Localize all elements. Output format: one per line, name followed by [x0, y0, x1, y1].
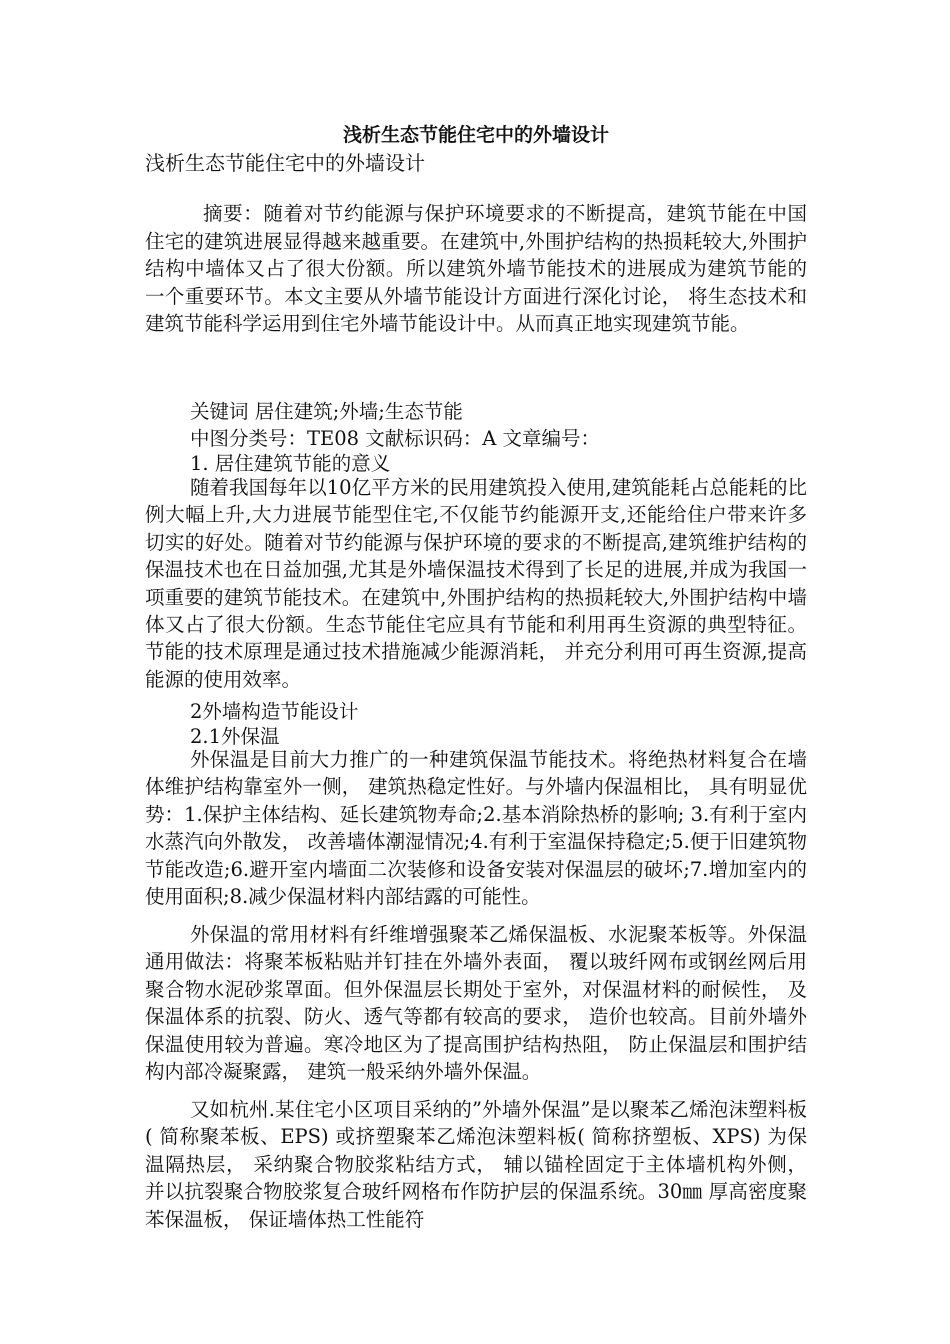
- document-title: 浅析生态节能住宅中的外墙设计: [342, 124, 609, 146]
- section-2-1-paragraph-2: 外保温的常用材料有纤维增强聚苯乙烯保温板、水泥聚苯板等。外保温通用做法：将聚苯板粘贴并钉挂在外墙外表面， 覆以玻纤网布或钢丝网后用聚合物水泥砂浆罩面。但外保温层长期处于室外，对保温材料的耐候性， 及保温体系的抗裂、防火、透气等都有较高的要求， 造价也较高。目前外墙外保温使用较为普遍。寒冷地区为了提高围护结构热阻， 防止保温层和围护结构内部冷凝聚露， 建筑一般采纳外墙外保温。: [145, 923, 807, 1084]
- document-subtitle: 浅析生态节能住宅中的外墙设计: [145, 151, 425, 175]
- section-1-paragraph: 随着我国每年以10亿平方米的民用建筑投入使用,建筑能耗占总能耗的比例大幅上升,大力进展节能型住宅,不仅能节约能源开支,还能给住户带来许多切实的好处。随着对节约能源与保护环境的要求的不断提高,建筑维护结构的保温技术也在日益加强,尤其是外墙保温技术得到了长足的进展,并成为我国一项重要的建筑节能技术。在建筑中,外围护结构的热损耗较大,外围护结构中墙体又占了很大份额。生态节能住宅应具有节能和利用再生资源的典型特征。节能的技术原理是通过技术措施减少能源消耗， 并充分利用可再生资源,提高能源的使用效率。: [145, 476, 807, 691]
- keywords-line: 关键词 居住建筑;外墙;生态节能: [190, 400, 463, 423]
- section-1-heading: 1. 居住建筑节能的意义: [190, 452, 391, 475]
- section-2-1-paragraph-3: 又如杭州.某住宅小区项目采纳的”外墙外保温”是以聚苯乙烯泡沫塑料板( 简称聚苯板、EPS) 或挤塑聚苯乙烯泡沫塑料板( 简称挤塑板、XPS) 为保温隔热层， 采纳聚合物胶浆粘结方式， 辅以锚栓固定于主体墙机构外侧， 并以抗裂聚合物胶浆复合玻纤网格布作防护层的保温系统。30㎜ 厚高密度聚苯保温板， 保证墙体热工性能符: [145, 1098, 807, 1231]
- classification-line: 中图分类号：TE08 文献标识码：A 文章编号：: [190, 427, 601, 450]
- section-2-1-heading: 2.1外保温: [190, 725, 280, 748]
- abstract-paragraph: 摘要：随着对节约能源与保护环境要求的不断提高，建筑节能在中国住宅的建筑进展显得越来越重要。在建筑中,外围护结构的热损耗较大,外围护结构中墙体又占了很大份额。所以建筑外墙节能技术的进展成为建筑节能的一个重要环节。本文主要从外墙节能设计方面进行深化讨论， 将生态技术和建筑节能科学运用到住宅外墙节能设计中。从而真正地实现建筑节能。: [145, 202, 807, 336]
- section-2-heading: 2外墙构造节能设计: [190, 700, 359, 723]
- section-2-1-paragraph-1: 外保温是目前大力推广的一种建筑保温节能技术。将绝热材料复合在墙体维护结构靠室外一侧， 建筑热稳定性好。与外墙内保温相比， 具有明显优势：1.保护主体结构、延长建筑物寿命;2.基本消除热桥的影响; 3.有利于室内水蒸汽向外散发， 改善墙体潮湿情况;4.有利于室温保持稳定;5.便于旧建筑物节能改造;6.避开室内墙面二次装修和设备安装对保温层的破坏;7.增加室内的使用面积;8.减少保温材料内部结露的可能性。: [145, 748, 807, 909]
